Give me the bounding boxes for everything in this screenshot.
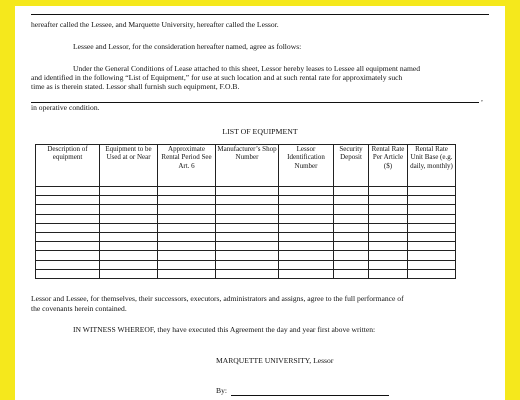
table-cell[interactable] [279, 214, 334, 223]
table-cell[interactable] [408, 196, 456, 205]
table-cell[interactable] [158, 187, 216, 196]
table-cell[interactable] [408, 187, 456, 196]
table-cell[interactable] [369, 223, 408, 232]
table-cell[interactable] [334, 223, 369, 232]
table-cell[interactable] [36, 269, 100, 278]
table-cell[interactable] [408, 223, 456, 232]
lessor-signatory-name: MARQUETTE UNIVERSITY, Lessor [216, 356, 334, 365]
table-cell[interactable] [158, 260, 216, 269]
table-cell[interactable] [216, 242, 279, 251]
table-cell[interactable] [279, 205, 334, 214]
table-cell[interactable] [408, 242, 456, 251]
witness-paragraph: IN WITNESS WHEREOF, they have executed this Agreement the day and year first above written: [73, 325, 376, 334]
table-row [36, 251, 456, 260]
table-cell[interactable] [279, 251, 334, 260]
column-header: Rental Rate Unit Base (e.g. daily, monthly) [408, 145, 456, 187]
table-header-row [36, 145, 456, 187]
table-row [36, 260, 456, 269]
table-cell[interactable] [100, 205, 158, 214]
table-cell[interactable] [158, 214, 216, 223]
table-cell[interactable] [334, 214, 369, 223]
table-cell[interactable] [216, 232, 279, 241]
table-cell[interactable] [279, 196, 334, 205]
table-cell[interactable] [408, 214, 456, 223]
table-cell[interactable] [100, 187, 158, 196]
table-cell[interactable] [100, 214, 158, 223]
column-header: Equipment to be Used at or Near [100, 145, 158, 187]
table-cell[interactable] [158, 269, 216, 278]
column-header: Approximate Rental Period See Art. 6 [158, 145, 216, 187]
table-cell[interactable] [100, 260, 158, 269]
table-cell[interactable] [36, 223, 100, 232]
conditions-line-2: and identified in the following “List of Equipment,” for use at such location and at such rental rate for approximately such [31, 73, 403, 82]
lease-document-page [15, 6, 505, 400]
table-cell[interactable] [334, 187, 369, 196]
table-cell[interactable] [369, 196, 408, 205]
table-cell[interactable] [334, 269, 369, 278]
table-cell[interactable] [279, 242, 334, 251]
column-header: Rental Rate Per Article ($) [369, 145, 408, 187]
table-row [36, 214, 456, 223]
table-cell[interactable] [158, 205, 216, 214]
table-cell[interactable] [216, 196, 279, 205]
table-cell[interactable] [216, 260, 279, 269]
by-signature-line[interactable] [231, 395, 389, 396]
agreement-paragraph: Lessee and Lessor, for the consideration hereafter named, agree as follows: [73, 42, 302, 51]
table-cell[interactable] [216, 205, 279, 214]
table-cell[interactable] [100, 232, 158, 241]
successors-line-2: the covenants herein contained. [31, 304, 127, 313]
table-row [36, 223, 456, 232]
table-cell[interactable] [369, 269, 408, 278]
table-cell[interactable] [408, 260, 456, 269]
table-cell[interactable] [100, 223, 158, 232]
table-cell[interactable] [158, 251, 216, 260]
conditions-line-1: Under the General Conditions of Lease attached to this sheet, Lessor hereby leases to Lessee all equipment named [73, 64, 421, 73]
conditions-line-3: time as is therein stated. Lessor shall furnish such equipment, F.O.B. [31, 82, 240, 91]
table-cell[interactable] [158, 196, 216, 205]
table-cell[interactable] [216, 251, 279, 260]
table-cell[interactable] [216, 269, 279, 278]
table-cell[interactable] [36, 251, 100, 260]
table-cell[interactable] [279, 232, 334, 241]
table-cell[interactable] [334, 260, 369, 269]
table-cell[interactable] [36, 260, 100, 269]
table-cell[interactable] [369, 260, 408, 269]
table-cell[interactable] [408, 251, 456, 260]
table-row [36, 269, 456, 278]
table-cell[interactable] [369, 205, 408, 214]
table-cell[interactable] [100, 251, 158, 260]
lessor-paragraph: hereafter called the Lessee, and Marquette University, hereafter called the Lessor. [31, 20, 279, 29]
table-cell[interactable] [369, 214, 408, 223]
table-cell[interactable] [334, 205, 369, 214]
table-cell[interactable] [158, 242, 216, 251]
operative-condition-text: in operative condition. [31, 103, 100, 112]
table-cell[interactable] [369, 187, 408, 196]
column-header: Description of equipment [36, 145, 100, 187]
table-row [36, 232, 456, 241]
table-cell[interactable] [408, 232, 456, 241]
table-cell[interactable] [36, 242, 100, 251]
list-of-equipment-heading: LIST OF EQUIPMENT [222, 127, 298, 136]
table-cell[interactable] [279, 187, 334, 196]
table-cell[interactable] [369, 242, 408, 251]
table-cell[interactable] [408, 205, 456, 214]
table-cell[interactable] [100, 242, 158, 251]
table-cell[interactable] [158, 223, 216, 232]
table-cell[interactable] [36, 214, 100, 223]
column-header: Lessor Identification Number [279, 145, 334, 187]
table-cell[interactable] [216, 223, 279, 232]
table-cell[interactable] [279, 260, 334, 269]
table-cell[interactable] [158, 232, 216, 241]
table-cell[interactable] [334, 242, 369, 251]
top-signature-rule [31, 14, 489, 15]
table-cell[interactable] [279, 223, 334, 232]
table-row [36, 205, 456, 214]
table-row [36, 196, 456, 205]
column-header: Security Deposit [334, 145, 369, 187]
table-cell[interactable] [334, 232, 369, 241]
table-cell[interactable] [36, 205, 100, 214]
table-cell[interactable] [369, 251, 408, 260]
table-cell[interactable] [36, 232, 100, 241]
table-cell[interactable] [36, 187, 100, 196]
table-cell[interactable] [100, 196, 158, 205]
table-cell[interactable] [408, 269, 456, 278]
successors-line-1: Lessor and Lessee, for themselves, their successors, executors, administrators and assigns, agree to the full performance of [31, 294, 404, 303]
table-cell[interactable] [334, 196, 369, 205]
equipment-table [35, 144, 456, 279]
by-label: By: [216, 386, 227, 395]
table-cell[interactable] [216, 187, 279, 196]
table-cell[interactable] [36, 196, 100, 205]
column-header: Manufacturer’s Shop Number [216, 145, 279, 187]
table-cell[interactable] [369, 232, 408, 241]
table-cell[interactable] [100, 269, 158, 278]
table-cell[interactable] [279, 269, 334, 278]
table-cell[interactable] [216, 214, 279, 223]
table-cell[interactable] [334, 251, 369, 260]
fob-line-comma: , [481, 94, 483, 103]
table-row [36, 187, 456, 196]
table-row [36, 242, 456, 251]
